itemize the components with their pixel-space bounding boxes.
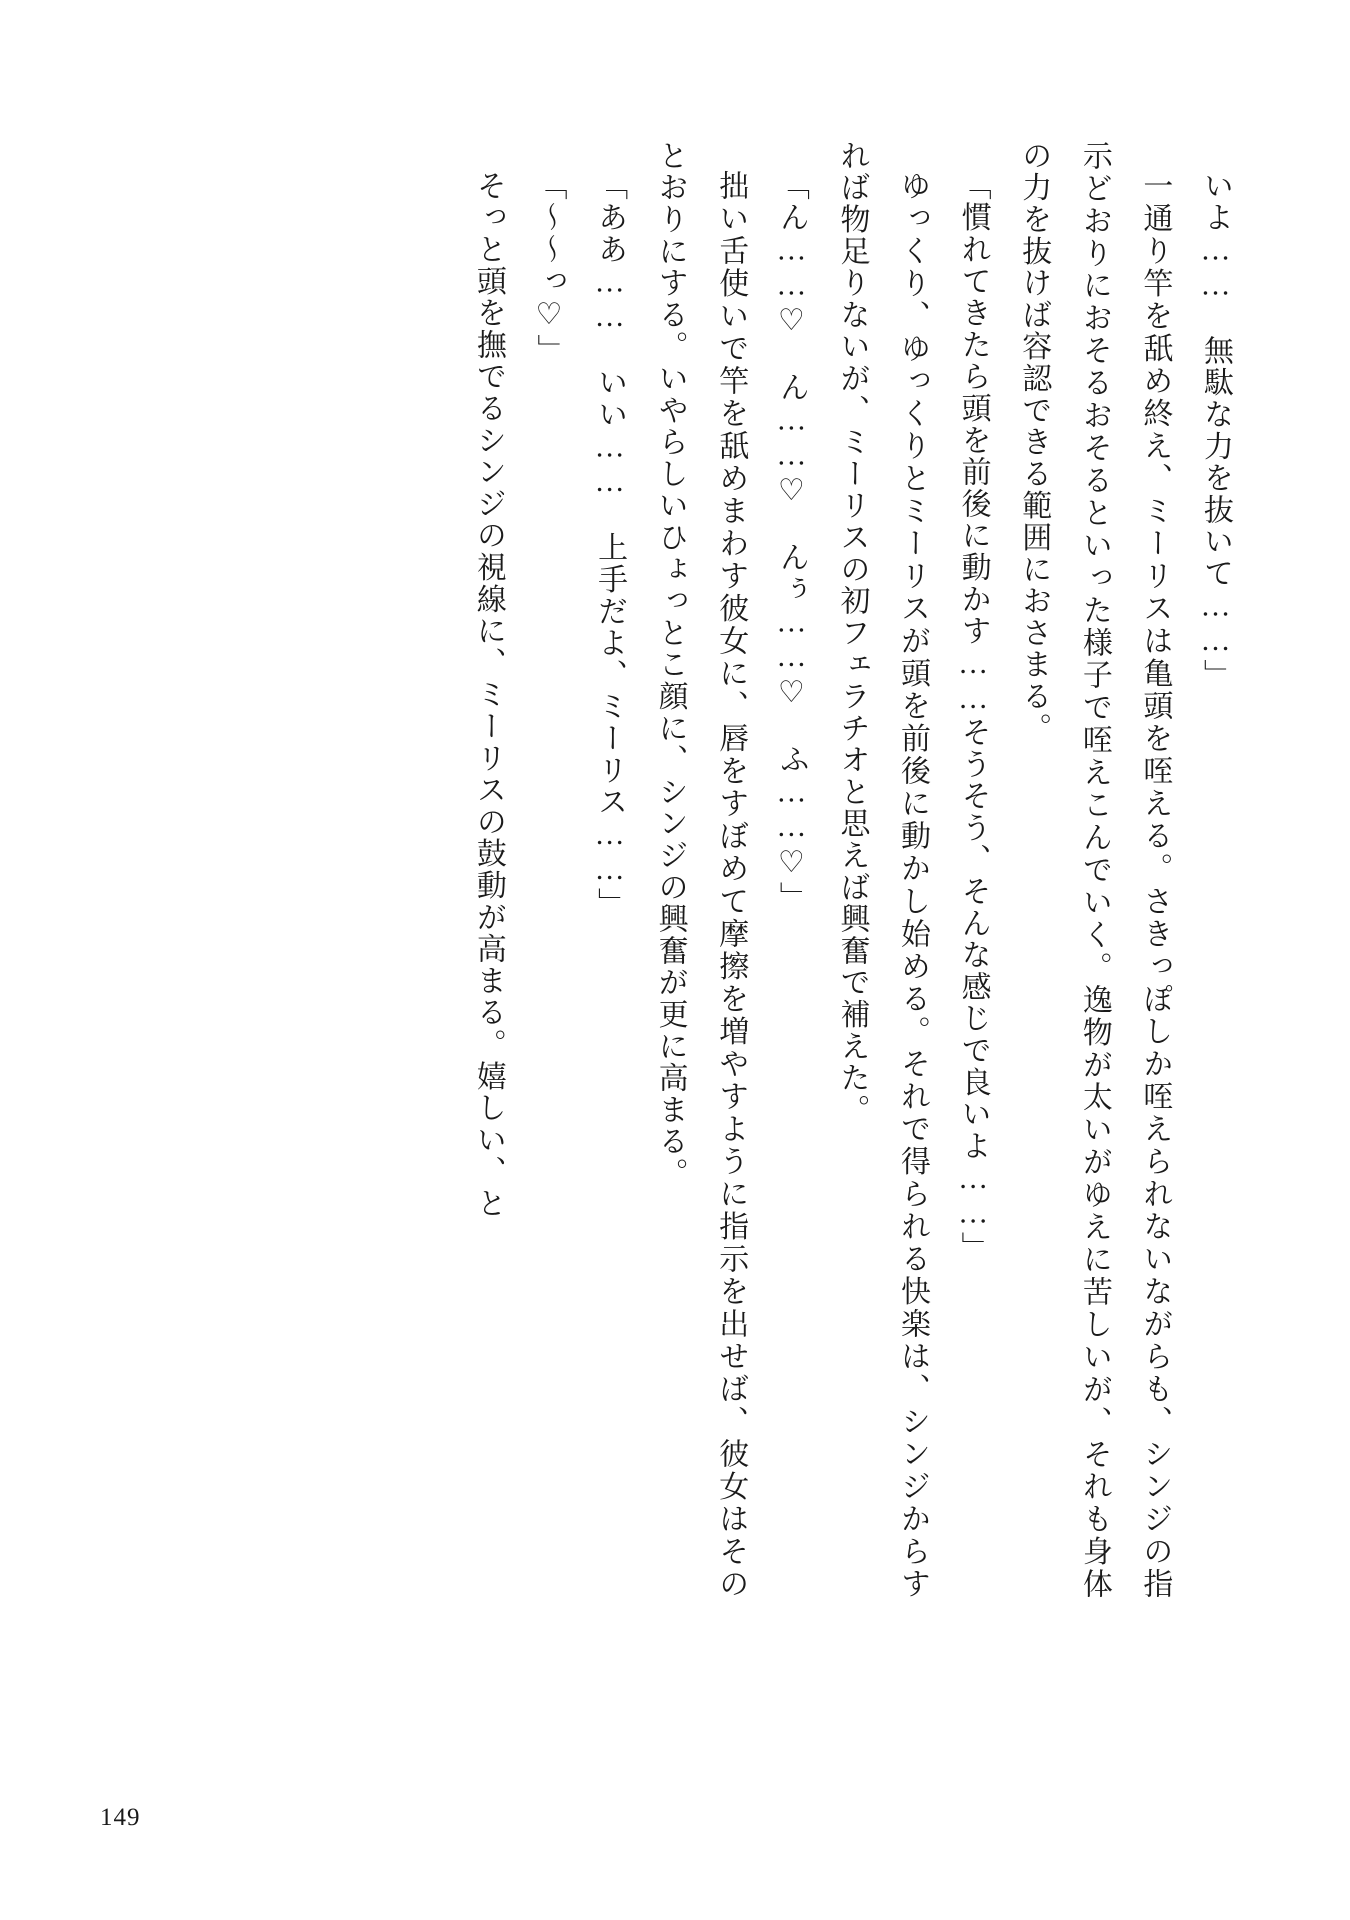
page-number: 149 [100, 1804, 141, 1831]
paragraph: ゆっくり、ゆっくりとミーリスが頭を前後に動かし始める。それで得られる快楽は、シンジからすれば物足りないが、ミーリスの初フェラチオと思えば興奮で補えた。 [835, 140, 930, 1600]
paragraph: 「～～っ♡」 [532, 170, 566, 366]
page-body-text [110, 140, 1245, 1600]
paragraph: 「ん……♡ ん……♡ んぅ……♡ ふ……♡」 [774, 170, 808, 914]
paragraph: 一通り竿を舐め終え、ミーリスは亀頭を咥える。さきっぽしか咥えられないながらも、シンジの指示どおりにおそるおそるといった様子で咥えこんでいく。逸物が太いがゆえに苦しいが、それも身体の力を抜けば容認できる範囲におさまる。 [1017, 140, 1172, 1600]
paragraph: 拙い舌使いで竿を舐めまわす彼女に、唇をすぼめて摩擦を増やすように指示を出せば、彼女はそのとおりにする。いやらしいひょっとこ顔に、シンジの興奮が更に高まる。 [653, 140, 748, 1600]
paragraph: いよ…… 無駄な力を抜いて……」 [1199, 170, 1232, 691]
paragraph: 「慣れてきたら頭を前後に動かす……そうそう、そんな感じで良いよ……」 [956, 170, 990, 1264]
paragraph: そっと頭を撫でるシンジの視線に、ミーリスの鼓動が高まる。嬉しい、と [471, 170, 505, 1220]
paragraph: 「ああ…… いい…… 上手だよ、ミーリス……」 [593, 170, 627, 920]
